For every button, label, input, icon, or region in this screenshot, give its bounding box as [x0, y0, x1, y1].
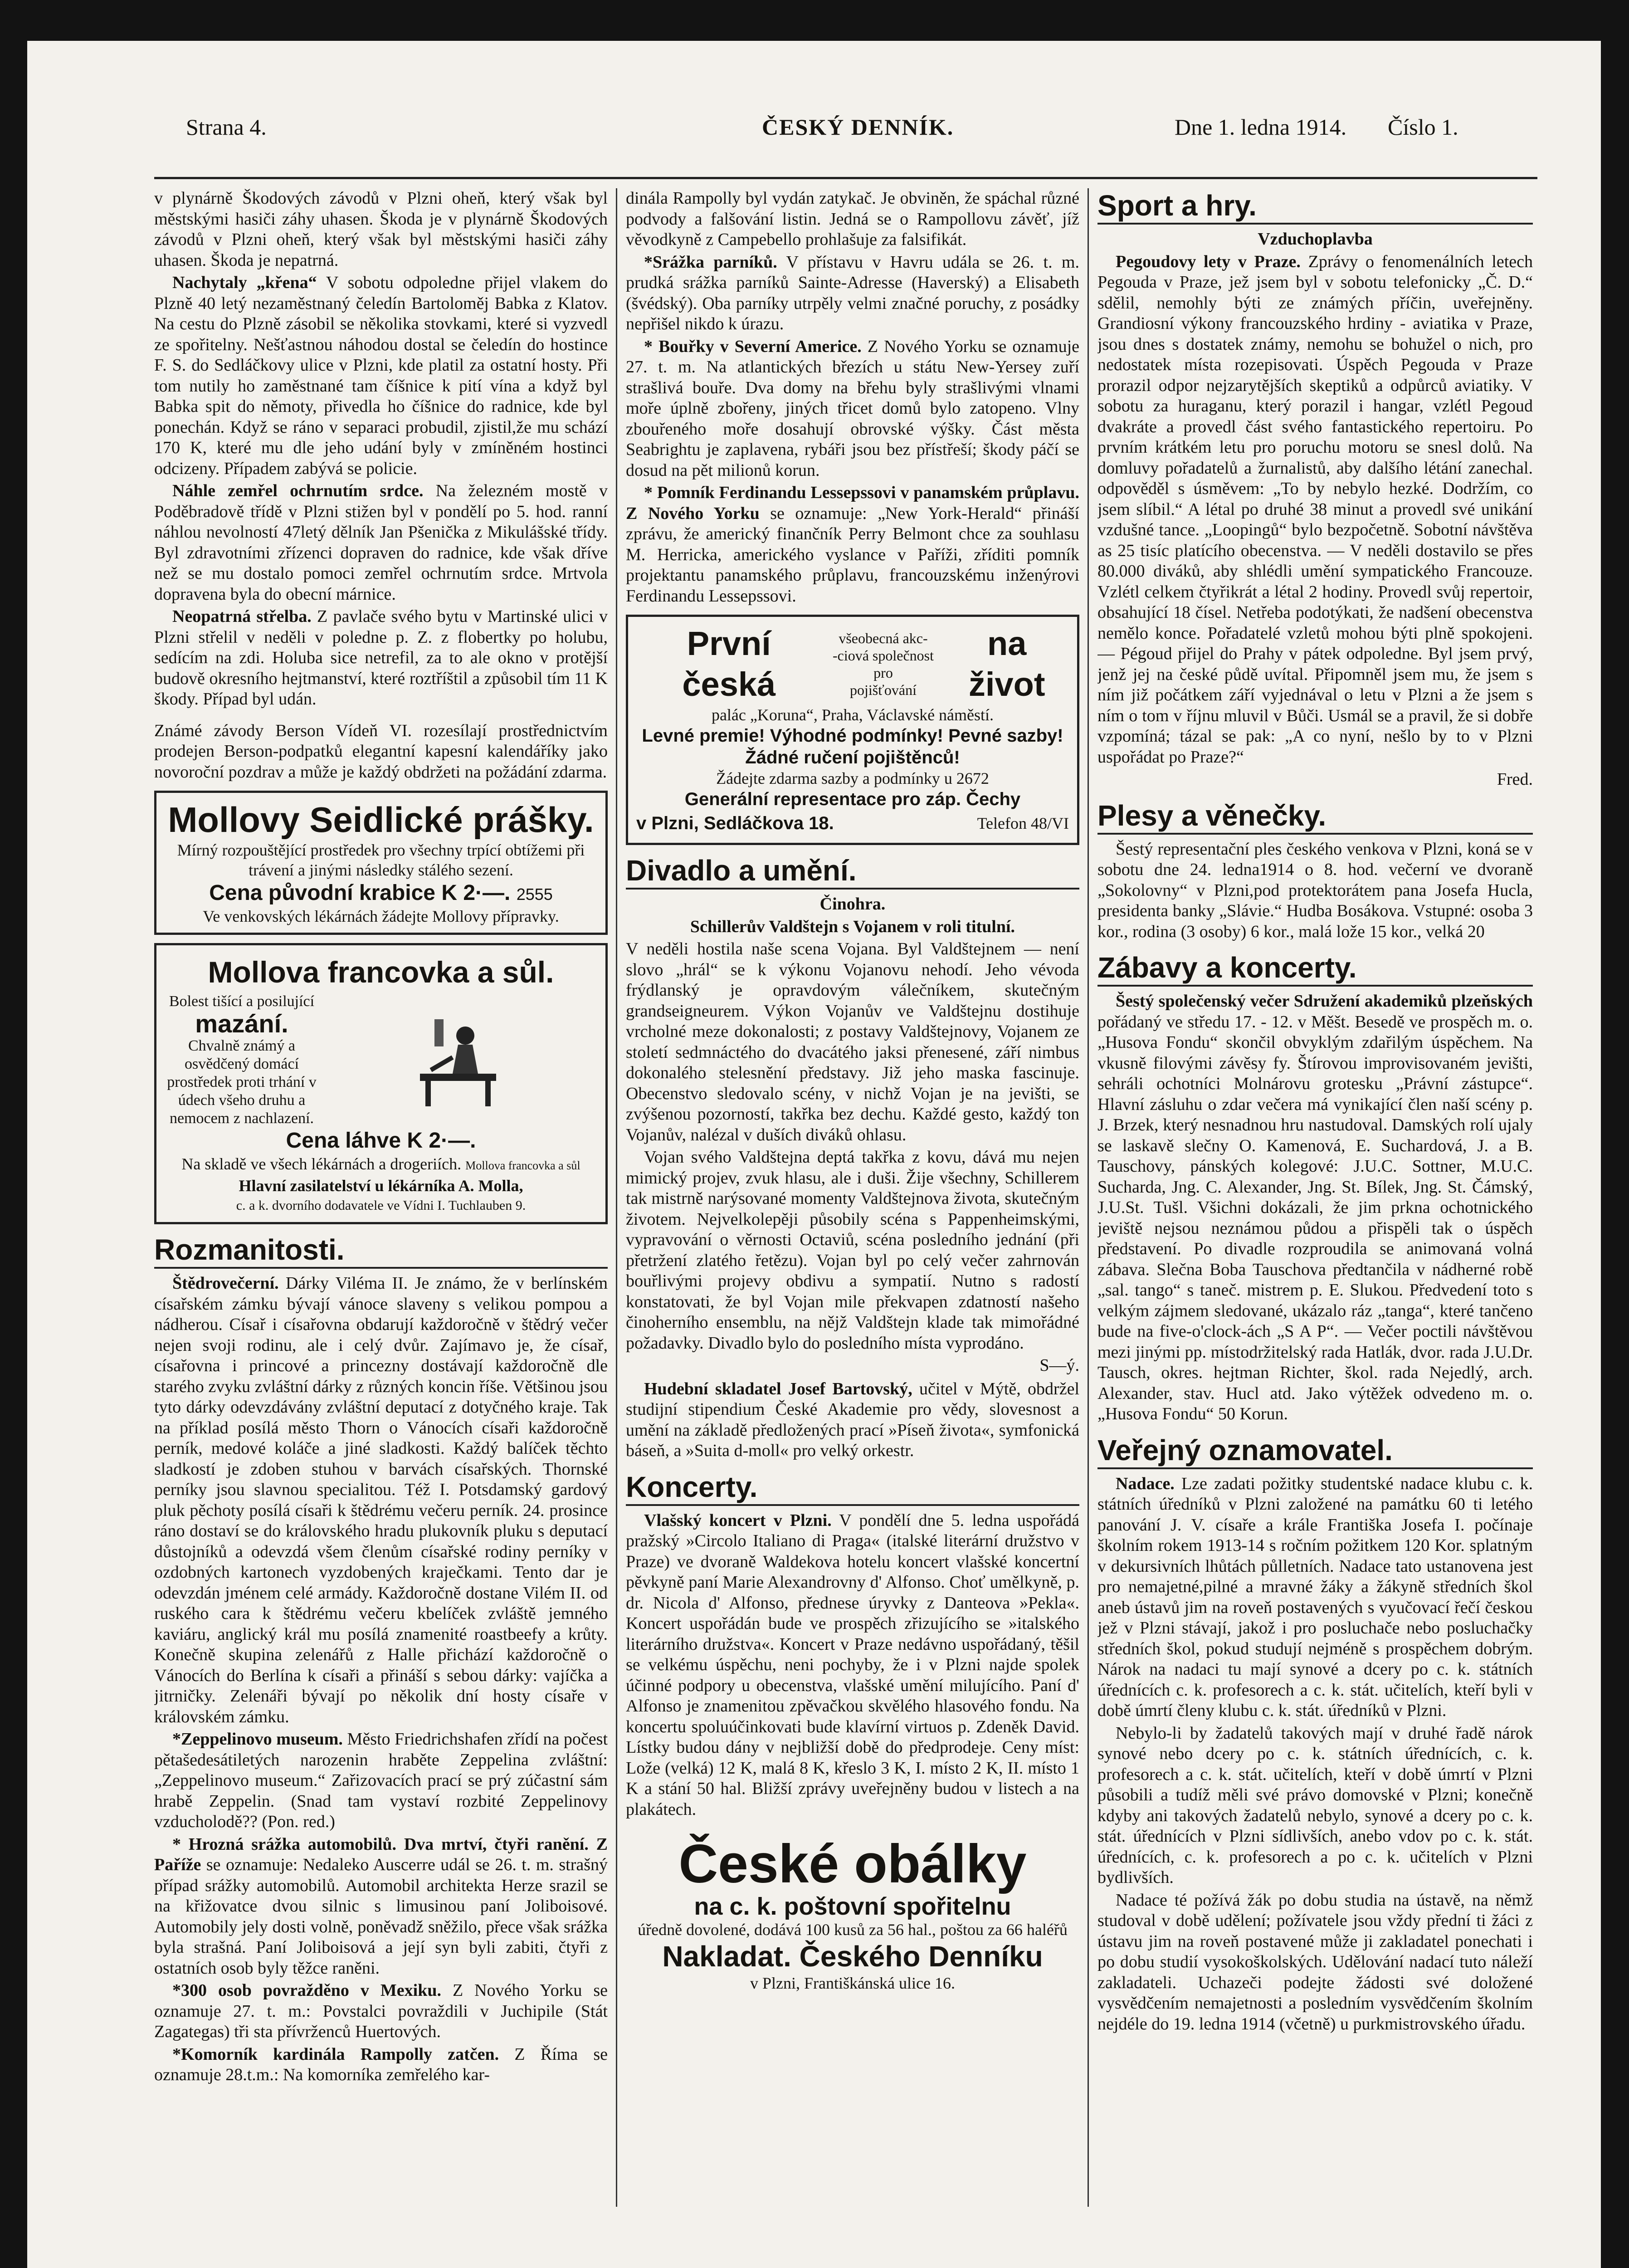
advert-side: [165, 992, 319, 1128]
article-title: *Zeppelinovo museum.: [172, 1730, 343, 1749]
subsection-heading: Činohra.: [819, 894, 886, 914]
article: [1097, 252, 1533, 768]
article-title: Schillerův Valdštejn s Vojanem v roli titulní.: [690, 917, 1015, 936]
advert-slogan: Levné premie! Výhodné podmínky! Pevné sazby! Žádné ručení pojištěnců!: [642, 726, 1063, 767]
article: [154, 1834, 608, 1979]
article: [626, 337, 1079, 481]
section-heading: Divadlo a umění.: [626, 853, 1079, 890]
article: [154, 1980, 608, 2043]
advert-mid-line: pojišťování: [850, 682, 917, 698]
article-text: Z Nového Yorku se oznamuje 27. t. m.: Povstalci povraždili v Juchipile (Stát Zagategas) tři sta přívrženců Huertových.: [154, 1981, 608, 2041]
article-title: Nadace.: [1116, 1474, 1175, 1493]
section-heading: Plesy a věnečky.: [1097, 798, 1533, 835]
column-rule: [616, 188, 617, 2207]
article: [154, 2044, 608, 2086]
article-text: Z Nového Yorku se oznamuje 27. t. m. Na atlantických březích u státu New-Yersey zuří strašlivá bouře. Dva domy na břehu byly strašlivými vlnami moře úplně zbořeny, jiných třicet domů bylo zatopeno. Vlny zbouřeného moře dosahují obrovské výšky. Část města Seabrightu je zaplavena, rybáři jsou bez přístřeší; škody páčí se dosud na pět milionů korun.: [626, 337, 1079, 480]
subsection-heading: Vzduchoplavba: [1258, 230, 1373, 249]
advert-subtitle: na c. k. poštovní spořitelnu: [694, 1893, 1011, 1920]
advert-phone: Telefon 48/VI: [977, 814, 1069, 832]
advert-envelopes: [626, 1828, 1079, 1999]
article-title: Nachytaly „křena“: [172, 273, 317, 292]
notice-berson: Známé závody Berson Vídeň VI. rozesílají prostřednictvím prodejen Berson-podpatků elegantní kapesní kalendáříky jako novoroční pozdrav a může je každý obdržeti na požádání zdarma.: [154, 721, 608, 782]
advert-side-text: Bolest tišící a posilující: [169, 993, 315, 1010]
article-text: V pondělí dne 5. ledna uspořádá pražský »Circolo Italiano di Praga« (italské literární družstvo v Praze) ve dvoraně Waldekova hotelu koncert vlašské koncertní pěvkyně paní Marie Alexandrovny d' Alfonso. Choť umělkyně, p. dr. Nicola d' Alfonso, přednese úryvky z Danteova »Pekla«. Koncert uspořádán bude ve prospěch zřizujícího se »italského literárního družstva«. Koncert v Praze nedávno uspořádaný, těšil se velkému úspěchu, neni pochyby, že i v Plzni najde spolek účinné podpory u obecenstva, vlašské umění milujícího. Paní d' Alfonso je znamenitou zpěvačkou skvělého hlasového fondu. Na koncertu spoluúčinkovati bude klavírní virtuos p. Zdeněk David. Lístky budou dány v nejbližší době do předprodeje. Ceny míst: Lože (velká) 12 K, malá 8 K, křeslo 3 K, I. místo 2 K, II. místo 1 K a stání 50 hal. Bližší zprávy uveřejněny budou v listech a na plakátech.: [626, 1510, 1079, 1819]
article: [154, 1729, 608, 1833]
article-text: Vojan svého Valdštejna deptá takřka z kovu, dává mu nejen mimický projev, zvuk hlasu, ale i duši. Žije všechny, Schillerem tak mistrně narýsované momenty Valdštejnova života, skutečným životem. Nejvelkolepěji působily scéna s Pappenheimskými, vypravování o věrnosti Octaviů, scéna posledního jednání (při přetržení zlatého řetězu). Vojan byl po celý večer zahrnován bouřlivými projevy obdivu a sympatií. Nutno s radostí konstatovati, že byl Vojan mile překvapen zdatností našeho činoherního ensemblu, na nějž Valdštejn klade tak mimořádné požadavky. Divadlo bylo do posledního místa vyprodáno.: [626, 1148, 1079, 1353]
article-text: Z Říma se oznamuje 28.t.m.: Na komorníka zemřelého kar-: [154, 2044, 608, 2084]
article-title: *300 osob povražděno v Mexiku.: [172, 1981, 441, 2000]
advert-headline: mazání.: [195, 1009, 288, 1038]
article-text: pořádaný ve středu 17. - 12. v Měšt. Besedě ve prospěch m. o. „Husova Fondu“ skončil obvyklým zdařilým úspěchem. Na vkusně filovými závěsy fy. Štírovou improvisovaném jevišti, sehráli ochotníci Molnárovu grotesku „Právní zástupce“. Hlavní zásluhu o zdar večera má vynikající člen naší scény p. J. Brzek, který nesnadnou hru nastudoval. Damských rolí ujaly se laskavě slečny O. Kamenová, E. Suchardová, J. a B. Tauschovy, pánských kolegové: J.U.C. Sottner, M.U.C. Sucharda, Jng. C. Alexander, Jng. St. Bílek, Jng. St. Čámský, J.U.St. Tušl. Všichni dokázali, že jim prkna ochotnického jeviště nejsou neznámou půdou a přispěli tak o úspěch představení. Po divadle rozproudila se animovaná volná zábava. Slečna Boba Tauschova předtančila v nádherné robě „sal. tango“ s taneč. mistrem p. E. Slukou. Předvedení toto s velkým zájmem sledované, ukázalo ráz „tanga“, které tančeno bude na five-o'clock-ách „S A P“. — Večer poctili návštěvou mezi jinými pp. místodržitelský rada Hatlák, dvor. rada J.U.Dr. Tausch, okres. hejtman Richter, škol. rada Nejedlý, arch. Alexander, stav. Hucl atd. Jako výtěžek odvedeno m. o. „Husova Fondu“ 50 Korun.: [1097, 1012, 1533, 1423]
article-title: Náhle zemřel ochrnutím srdce.: [172, 481, 424, 500]
advert-title: České obálky: [678, 1833, 1027, 1894]
masthead-title: ČESKÝ DENNÍK.: [762, 114, 954, 140]
article: [154, 273, 608, 479]
column-1: [154, 188, 608, 2209]
issue-number: Číslo 1.: [1388, 114, 1458, 140]
article: [1097, 991, 1533, 1425]
article-text: Z pavlače svého bytu v Martinské ulici v Plzni střelil v neděli v poledne p. Z. z flobertky po holubu, sedícím na zdi. Holuba sice netrefil, za to ale okno v protější budově okresního hejtmanství, které roztříštil a způsobil tím 11 K škody. Případ byl udán.: [154, 607, 608, 709]
article-text: Zprávy o fenomenálních letech Pegouda v Praze, jež jsem byl v sobotu telefonicky „Č. D.“ sdělil, nemohly býti ze známých příčin, uveřejněny. Grandiosní výkony francouzského hrdiny - aviatika v Praze, jsou dnes s dostatek známy, nemohu se bohužel o nich, pro nedostatek místa rozepisovati. Úspěch Pegouda v Praze prorazil odpor nejzarytějších skeptiků a odpůrců aviatiky. V sobotu za huraganu, který porazil i hangar, vzlétl Pegoud dvakráte a provedl část svého fantastického repertoiru. Po prvním krátkém letu pro poruchu motoru se snesl dolů. Na domluvy pořadatelů a žurnalistů, aby dalšího létání zanechal. odpověděl s úsměvem: „To by nebylo hezké. Dodržím, co jsem slíbil.“ A létal po druhé 38 minut a provedl své unikání vzdušné tance. „Loopingů“ bylo bezpočetně. Sobotní návštěva as 25 tisíc platícího obecenstva. — V neděli dostavilo se přes 80.000 diváků, aby shlédli umění sympatického Francouze. Vzlétl celkem čtyřikrát a létal 2 hodiny. Provedl svůj repertoir, obsahující 18 čísel. Netřeba podotýkati, že nadšení obecenstva nemělo konce. Pořadatelé vzletů mohou býti plně spokojeni. — Pégoud přijel do Prahy v pátek odpoledne. Byl jsem prvý, jenž jej na české půdě uvítal. Připomněl jsem mu, že jsem s ním již počátkem září vyjednával o letu v Plzni a že jsem s ním o tom v říjnu mluvil v Bůči. Usmál se a pravil, že si dobře vzpomíná; tázal se pak: „A co nyní, nešlo by to v Plzni uspořádat po Praze?“: [1097, 252, 1533, 767]
article-text: se oznamuje: „New York-Herald“ přináší zprávu, že americký finančník Perry Belmont chce za souhlasu M. Herricka, amerického vyslance v Paříži, zříditi pomník projektantu panamského průplavu, francouzskému inženýrovi Ferdinandu Lessepssovi.: [626, 503, 1079, 606]
advert-representation: Generální representace pro záp. Čechy: [684, 789, 1021, 809]
advert-address: palác „Koruna“, Praha, Václavské náměstí.: [711, 706, 994, 724]
advert-address: v Plzni, Františkánská ulice 16.: [750, 1974, 955, 1992]
article-text: V neděli hostila naše scena Vojana. Byl Valdštejnem — není slovo „hrál“ se k výkonu Vojanovu nehodí. Jeho vévoda frýdlanský je opravdovým válečníkem, skutečným grandseigneurem. Výkon Vojanův ve Valdštejnu dostihuje vrcholné meze dokonalosti; z postavy Valdštejnovy, Vojanem ze století sedmnáctého do dvacátého jaksi přenesené, září nimbus dokonalého stelesnění představy. Již jeho maska fascinuje. Obecenstvo sledovalo scény, v nichž Vojan je na jevišti, se zvýšenou pozorností, takřka bez dechu. Každé gesto, každý ton Vojanův, nalézal v duších diváků ohlasu.: [626, 939, 1079, 1144]
advert-price: Cena láhve K 2·—.: [286, 1129, 476, 1153]
page-number: Strana 4.: [186, 114, 267, 140]
stock-note: Na skladě ve všech lékárnách a drogeriích.: [181, 1155, 462, 1173]
article-text: se oznamuje: Nedaleko Auscerre udál se 26. t. m. strašný případ srážky automobilů. Automobil architekta Herze srazil se na křižovatce dvou silnic s limusinou paní Joliboisové. Automobily jely dosti volně, poněvadž sněžilo, přece však srážka byla strašná. Paní Joliboisová a její syn byli zabiti, čtyři z ostatních osob byly těžce raněni.: [154, 1855, 608, 1978]
article: [1097, 1474, 1533, 1721]
advert-title-right: na život: [968, 625, 1045, 703]
article: [626, 483, 1079, 606]
advert-code: 2672: [956, 769, 989, 787]
advert-contact: [636, 810, 1069, 836]
article-title: Hudební skladatel Josef Bartovský,: [644, 1379, 912, 1398]
article: [626, 252, 1079, 335]
advert-address: c. a k. dvorního dodavatele ve Vídni I. Tuchlauben 9.: [236, 1198, 526, 1213]
advert-seidlitz-powders: [154, 791, 608, 935]
article-paragraph: v plynárně Škodových závodů v Plzni oheň, který však byl městskými hasiči záhy uhasen. Škoda je v plynárně Škodových závodů v Plzni oheň, který však byl městskými hasiči záhy uhasen. Škoda je nepatrná.: [154, 189, 608, 270]
image-caption: Mollova francovka a sůl: [465, 1159, 580, 1172]
article-title: Pegoudovy lety v Praze.: [1116, 252, 1301, 271]
advert-text: Ve venkovských lékárnách žádejte Mollovy přípravky.: [203, 907, 559, 925]
section-heading: Rozmanitosti.: [154, 1232, 608, 1269]
column-rule: [1088, 188, 1089, 2207]
article-text: Nebylo-li by žadatelů takových mají v druhé řadě nárok synové nebo dcery po c. k. státních úřednících, c. k. profesorech a c. k. stát. učitelích, kteří v době úmrtí v Plzni působili a tudíž měli své právo domovské v Plzni; konečně kdyby ani takových žadatelů nebylo, synové a dcery po c. k. stát. úřednících v Plzni sídlivších, anebo vdov po c. k. stát. úřednících, c. k. profesorech a po c. k. učitelích v Plzni bydlivších.: [1097, 1723, 1533, 1887]
advert-stock: [165, 1154, 597, 1176]
article-text: Šestý representační ples českého venkova v Plzni, koná se v sobotu dne 24. ledna1914 o 8. hod. večerní ve dvoraně „Sokolovny“ v Plzni,pod protektorátem pana Josefa Hucla, presidenta banky „Slávie.“ Hudba Bosákova. Vstupné: osoba 3 kor., rodina (3 osoby) 6 kor., malá lože 15 kor., velká 20: [1097, 839, 1533, 941]
advert-city: v Plzni, Sedláčkova 18.: [636, 813, 834, 833]
advert-insurance: [626, 615, 1079, 845]
article-title: *Srážka parníků.: [644, 252, 777, 272]
article-text: Město Friedrichshafen zřídí na počest pětašedesátiletých narozenin hraběte Zeppelina zvláštní: „Zeppelinovo museum.“ Zařizovacích prací se prý zúčastní sám hrabě Zeppelin. (Snad tam vystaví rozbité Zeppelinovy vzducholodě?? (Pon. red.): [154, 1730, 608, 1831]
article-text: Lze zadati požitky studentské nadace klubu c. k. státních úředníků v Plzni založené na památku 60 ti letého panování J. V. císaře a krále Františka Josefa I. počínaje školním rokem 1913-14 s ročním požitkem 120 Kor. splatným v dekursivních lhůtách půlletních. Nadace tato ustanovena jest pro nemajetné,pilné a mravné žáky a žákyně středních škol aneb ústavů jim na roveň postavených s vyučovací řečí českou jež v Plzni stávají, jakož i pro posluchače nebo posluchačky středních škol, pokud studují nejméně s prospěchem dobrým. Nárok na nadaci tu mají synové a dcery po c. k. státních úřednících c. k. profesorech a c. k. stát. učitelích, kteří byli v době úmrtí členy klubu c. k. stát. úředníků v Plzni.: [1097, 1474, 1533, 1720]
author-signature: Fred.: [1497, 770, 1533, 789]
author-signature: S—ý.: [1039, 1356, 1079, 1375]
advert-publisher: Nakladat. Českého Denníku: [662, 1940, 1043, 1973]
advert-title: Mollovy Seidlické prášky.: [168, 800, 594, 840]
section-heading: Koncerty.: [626, 1470, 1079, 1506]
article-text: učitel v Mýtě, obdržel studijní stipendium České Akademie pro vědy, slovesnost a umění na základě předložených prací »Píseň života«, symfonická báseň, a »Suita d-moll« pro velký orkestr.: [626, 1379, 1079, 1460]
article-title: *Komorník kardinála Rampolly zatčen.: [172, 2044, 499, 2064]
article-title: Vlašský koncert v Plzni.: [644, 1510, 832, 1530]
woman-massage-illustration: [413, 1010, 503, 1110]
advert-mid-line: -ciová společnost pro: [832, 647, 934, 681]
article: [154, 606, 608, 710]
note-text: Žádejte zdarma sazby a podmínky u: [716, 769, 952, 787]
issue-date: Dne 1. ledna 1914.: [1175, 114, 1347, 140]
article: [626, 1379, 1079, 1461]
article-text: V přístavu v Havru udála se 26. t. m. prudká srážka parníků Sainte-Adresse (Haverský) a Elisabeth (švédský). Oba parníky utrpěly velmi značné poruchy, z posádky nepřišel nikdo k úrazu.: [626, 252, 1079, 333]
article-title: * Hrozná srážka automobilů. Dva mrtví, čtyři ranění. Z Paříže: [154, 1834, 608, 1874]
advert-text: Chvalně známý a osvědčený domácí prostředek proti trhání v údech všeho druhu a nemocem z nachlazení.: [167, 1037, 317, 1127]
column-2: [626, 188, 1079, 2209]
advert-price: [165, 880, 597, 906]
advert-mid: [822, 630, 945, 699]
header-rule: [154, 177, 1537, 179]
article-title: Neopatrná střelba.: [172, 607, 312, 626]
section-heading: Veřejný oznamovatel.: [1097, 1433, 1533, 1469]
article-text: Nadace té požívá žák po dobu studia na ústavě, na němž studoval v době udělení; požívatele jsou vždy přední ti žáci z ústavu jim na roveň postavené může ji zakladatel ponechati i po dobu studií vysokoškolských. Udělování nadací tuto náleží zakladateli. Uchazeči podejte žádosti své doložené vysvědčením nemajetnosti a posledním vysvědčením školním nejdéle do 19. ledna 1914 (včetně) u purkmistrovského úřadu.: [1097, 1890, 1533, 2033]
advert-mid-line: všeobecná akc-: [839, 630, 928, 646]
section-heading: Zábavy a koncerty.: [1097, 950, 1533, 987]
advert-text: úředně dovolené, dodává 100 kusů za 56 hal., poštou za 66 haléřů: [638, 1921, 1068, 1939]
column-3: [1097, 188, 1533, 2209]
article-title: * Pomník Ferdinandu Lessepssovi v panamském průplavu. Z Nového Yorku: [626, 483, 1079, 523]
article-title: * Bouřky v Severní Americe.: [644, 337, 862, 356]
article-text: V sobotu odpoledne přijel vlakem do Plzně 40 letý nezaměstnaný čeledín Bartoloměj Babka z Klatov. Na cestu do Plzně zásobil se několika stovkami, které si vyzvedl ze spořitelny. Nešťastnou náhodou dostal se čeledín do hostince F. S. do Sedláčkovy ulice v Plzni, kde platil za ostatní hosty. Při tom nutily ho zaměstnané tam číšnice k pití vína a když byl Babka spit do němoty, přivedla ho číšnice do radnice, kde byl ponechán. Když se ráno v separaci probudil, zjistil,že mu schází 170 K, které mu dle jeho udání byly v zmíněném hostinci odcizeny. Případem zabývá se policie.: [154, 273, 608, 478]
article: [154, 481, 608, 605]
article-text: Na železném mostě v Poděbradově třídě v Plzni stižen byl v pondělí po 5. hod. ranní náhlou nevolností 47letý dělník Jan Pšenička z Mikulášské třídy. Byl zdravotními zřízenci dopraven do radnice, kde však dříve než se mu dostalo pomoci zemřel ochrnutím srdce. Mrtvola dopravena byla do obecní márnice.: [154, 481, 608, 604]
advert-text: Mírný rozpouštějící prostředek pro všechny trpící obtížemi při trávení a jinými následky stálého sezení.: [177, 841, 585, 879]
advert-title-left: První česká: [682, 625, 776, 703]
article: [626, 1510, 1079, 1820]
advert-title: Mollova francovka a sůl.: [208, 955, 554, 989]
article-paragraph: dinála Rampolly byl vydán zatykač. Je obviněn, že spáchal různé podvody a falšování listin. Jedná se o Rampollovu závěť, jíž věvodkyně z Campebello prohlašuje za falsifikát.: [626, 189, 1079, 249]
advert-dealer: Hlavní zasilatelství u lékárníka A. Molla,: [239, 1177, 523, 1195]
advert-francovka: [154, 943, 608, 1224]
advert-banner: [636, 623, 1069, 705]
article-title: Štědrovečerní.: [172, 1274, 279, 1293]
price-label: Cena původní krabice K 2·—.: [209, 881, 511, 905]
article: [154, 1273, 608, 1727]
article-text: Dárky Viléma II. Je známo, že v berlínském císařském zámku bývají vánoce slaveny s velikou pompou a nádherou. Císař i císařovna obdarují každoročně v štědrý večer nejen svoji rodinu, ale i celý dvůr. Zajímavo je, že císař, císařovna i princové a princezny dostávají každoročně dle starého zvyku zvláštní dárky z různých koncin říše. Většinou jsou tyto dárky odevzdávány zvláštní deputací z dotyčného kraje. Tak na příklad posílá město Thorn o Vánocích císaři každoročně perník, medové koláče a jiné sladkosti. Každý balíček těchto sladkostí je zdoben stuhou v barvách císařských. Thornské perníky jsou slavnou specialitou. Též I. Potsdamský gardový pluk pěchoty posílá císaři k štědrému večeru perník. 24. prosince ráno dostaví se do královského hradu plukovník pluku s deputací důstojníků a odevzdá všem členům císařské rodiny perníky v ozdobných kartonech vyzdobených kraječkami. Tento dar je odevzdán jménem celé armády. Každoročně dostane Vilém II. od ruského cara k štědrému večeru kbelíček zvláště jemného kaviáru, anglický král mu posílá znamenité roastbeefy a krůty. Konečně skupina zelenářů z Halle přichází každoročně o Vánocích do Berlína k císaři a přináší s sebou dárky: vajíčka a jitrničky. Zelenáři bývají po několik dní hosty císaře v královském zámku.: [154, 1274, 608, 1726]
article-title: Šestý společenský večer Sdružení akademiků plzeňských: [1116, 992, 1533, 1011]
advert-body: [165, 992, 597, 1128]
advert-code: 2555: [516, 885, 553, 904]
newspaper-page: [27, 41, 1601, 2268]
advert-note: [636, 768, 1069, 788]
section-heading: Sport a hry.: [1097, 188, 1533, 225]
